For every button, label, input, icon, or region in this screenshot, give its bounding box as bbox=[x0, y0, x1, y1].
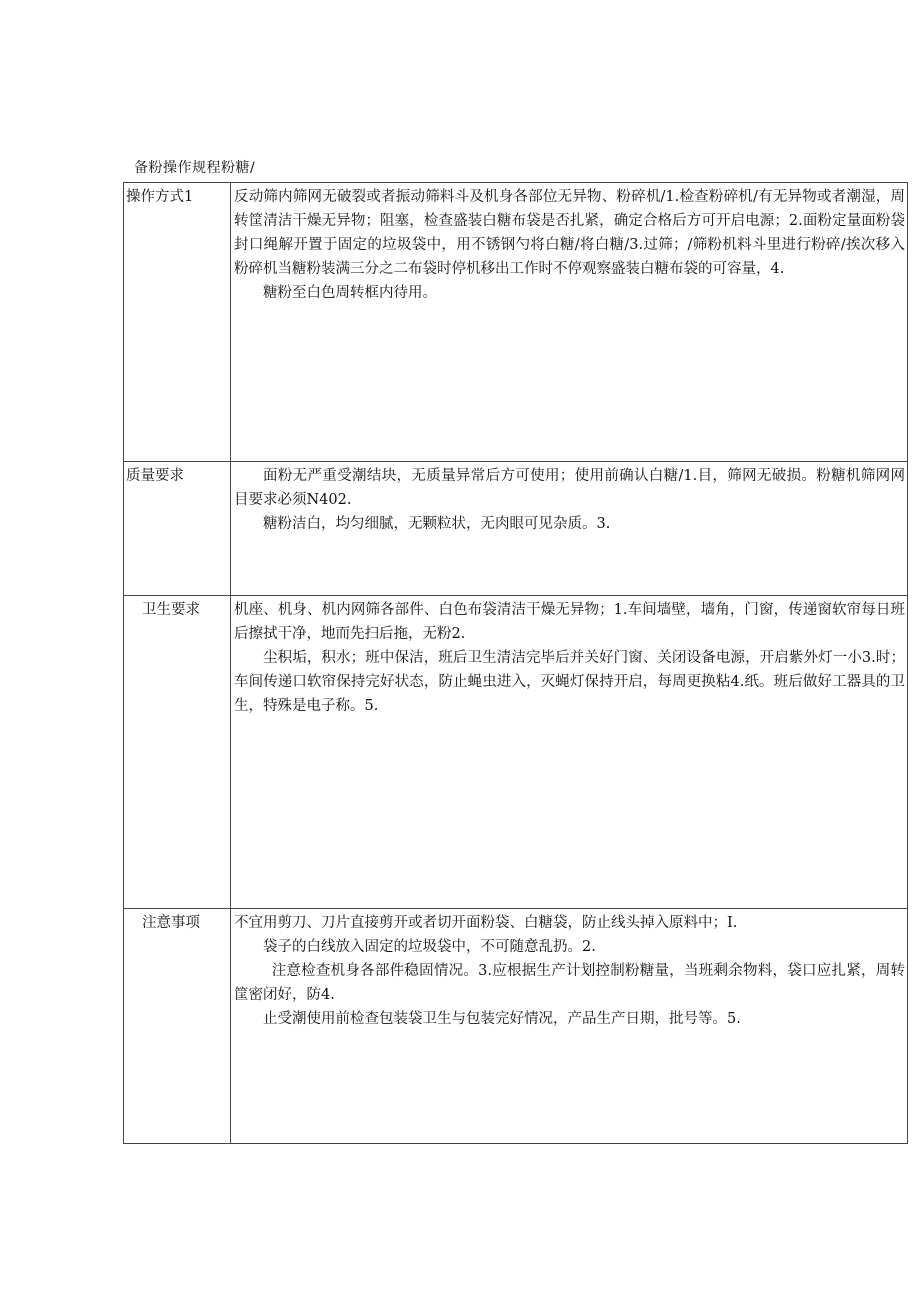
row-content-operation-method bbox=[231, 183, 908, 462]
row-label-quality-requirements: 质量要求 bbox=[124, 462, 231, 596]
row-label-hygiene-requirements: 卫生要求 bbox=[124, 596, 231, 909]
row-content-hygiene-requirements bbox=[231, 596, 908, 909]
table-row-quality-requirements bbox=[124, 462, 908, 596]
table-row-precautions bbox=[124, 909, 908, 1144]
row-content-precautions bbox=[231, 909, 908, 1144]
row-label-precautions: 注意事项 bbox=[124, 909, 231, 1144]
document-title: 备粉操作规程粉糖/ bbox=[134, 160, 256, 176]
operation-paragraph-2: 糖粉至白色周转框内待用。 bbox=[263, 285, 437, 301]
quality-paragraph-1: 面粉无严重受潮结块，无质量异常后方可使用；使用前确认白糖/1.目，筛网无破损。粉糖机筛网网目要求必须N402. bbox=[234, 468, 905, 508]
hygiene-paragraph-1: 机座、机身、机内网筛各部件、白色布袋清洁干燥无异物；1.车间墙壁，墙角，门窗，传递窗软帘每日班后擦拭干净，地而先扫后拖，无粉2. bbox=[234, 602, 905, 642]
operation-paragraph-1: 反动筛内筛网无破裂或者振动筛料斗及机身各部位无异物、粉碎机/1.检查粉碎机/有无异物或者潮湿，周转筐清洁干燥无异物；阻塞，检查盛装白糖布袋是否扎紧，确定合格后方可开启电源；2.面粉定量面粉袋封口绳解开置于固定的垃圾袋中，用不锈钢勺将白糖/将白糖/3.过筛；/筛粉机料斗里进行粉碎/挨次移入粉碎机当糖粉装满三分之二布袋时停机移出工作时不停观察盛装白糖布袋的可容量，4. bbox=[234, 189, 905, 277]
quality-paragraph-2: 糖粉洁白，均匀细腻，无颗粒状，无肉眼可见杂质。3. bbox=[263, 516, 611, 532]
hygiene-paragraph-2: 尘积垢，积水；班中保洁，班后卫生清洁完毕后并关好门窗、关闭设备电源，开启紫外灯一小3.时；车间传递口软帘保持完好状态，防止蝇虫进入，灭蝇灯保持开启，每周更换粘4.纸。班后做好工器具的卫生，特殊是电子称。5. bbox=[234, 650, 905, 714]
table-row-hygiene-requirements bbox=[124, 596, 908, 909]
operation-spec-table bbox=[123, 182, 908, 1144]
precautions-paragraph-2: 袋子的白线放入固定的垃圾袋中，不可随意乱扔。2. bbox=[263, 939, 596, 955]
row-content-quality-requirements bbox=[231, 462, 908, 596]
precautions-paragraph-1: 不宜用剪刀、刀片直接剪开或者切开面粉袋、白糖袋，防止线头掉入原料中；I. bbox=[234, 915, 738, 931]
row-label-operation-method: 操作方式1 bbox=[124, 183, 231, 462]
precautions-paragraph-3: 注意检查机身各部件稳固情况。3.应根据生产计划控制粉糖量，当班剩余物料，袋口应扎紧，周转筐密闭好，防4. bbox=[234, 963, 905, 1003]
precautions-paragraph-4: 止受潮使用前检查包装袋卫生与包装完好情况，产品生产日期，批号等。5. bbox=[263, 1011, 741, 1027]
table-row-operation-method bbox=[124, 183, 908, 462]
